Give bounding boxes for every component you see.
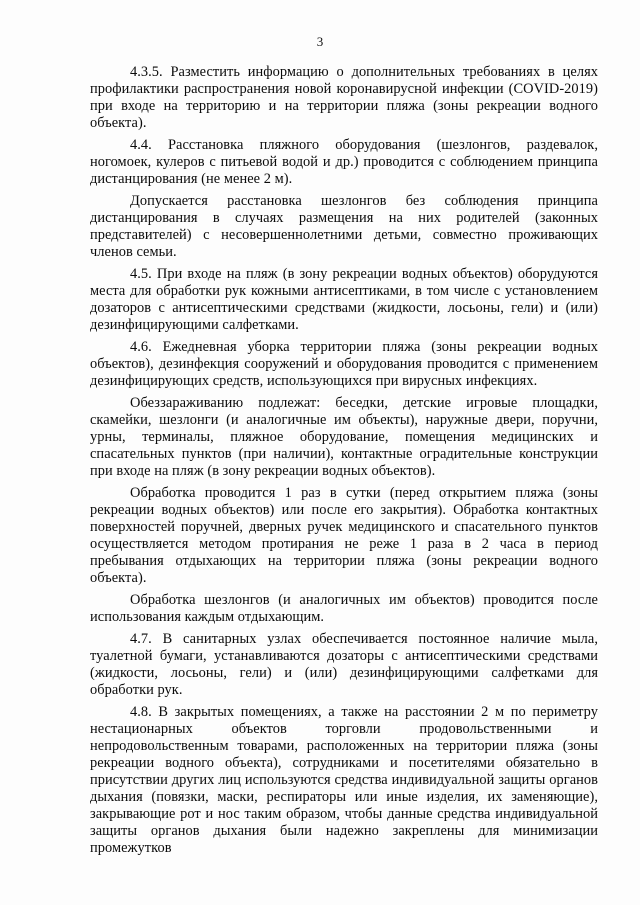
paragraph-4-5: 4.5. При входе на пляж (в зону рекреации водных объектов) оборудуются места для обработки рук кожными антисептиками, в том числе с установлением дозаторов с антисептическими средствами (жидкости, лосьоны, гели) и (или) дезинфицирующими салфетками. — [90, 266, 598, 333]
paragraph-4-4-exception: Допускается расстановка шезлонгов без соблюдения принципа дистанцирования в случаях размещения на них родителей (законных представителей) с несовершеннолетними детьми, совместно проживающих членов семьи. — [90, 193, 598, 260]
document-body — [90, 64, 598, 857]
paragraph-4-4: 4.4. Расстановка пляжного оборудования (шезлонгов, раздевалок, ногомоек, кулеров с питьевой водой и др.) проводится с соблюдением принципа дистанцирования (не менее 2 м). — [90, 137, 598, 187]
paragraph-4-6-disinfection-list: Обеззараживанию подлежат: беседки, детские игровые площадки, скамейки, шезлонги (и аналогичные им объекты), наружные двери, поручни, урны, терминалы, пляжное оборудование, помещения медицинских и спасательных пунктов (при наличии), контактные оградительные конструкции при входе на пляж (в зону рекреации водных объектов). — [90, 395, 598, 479]
paragraph-4-6-treatment-schedule: Обработка проводится 1 раз в сутки (перед открытием пляжа (зоны рекреации водных объектов) или после его закрытия). Обработка контактных поверхностей поручней, дверных ручек медицинского и спасательного пунктов осуществляется методом протирания не реже 1 раза в 2 часа в период пребывания отдыхающих на территории пляжа (зоны рекреации водного объекта). — [90, 485, 598, 586]
paragraph-4-3-5: 4.3.5. Разместить информацию о дополнительных требованиях в целях профилактики распространения новой коронавирусной инфекции (COVID-2019) при входе на территорию и на территории пляжа (зоны рекреации водного объекта). — [90, 64, 598, 131]
page-number: 3 — [316, 34, 324, 49]
paragraph-4-6-sunbed-treatment: Обработка шезлонгов (и аналогичных им объектов) проводится после использования каждым отдыхающим. — [90, 592, 598, 625]
paragraph-4-7: 4.7. В санитарных узлах обеспечивается постоянное наличие мыла, туалетной бумаги, устанавливаются дозаторы с антисептическими средствами (жидкости, лосьоны, гели) и (или) дезинфицирующими салфетками для обработки рук. — [90, 631, 598, 698]
paragraph-4-6: 4.6. Ежедневная уборка территории пляжа (зоны рекреации водных объектов), дезинфекция сооружений и оборудования проводится с применением дезинфицирующих средств, использующихся при вирусных инфекциях. — [90, 339, 598, 389]
paragraph-4-8: 4.8. В закрытых помещениях, а также на расстоянии 2 м по периметру нестационарных объектов торговли продовольственными и непродовольственным товарами, расположенных на территории пляжа (зоны рекреации водного объекта), сотрудниками и посетителями обязательно в присутствии других лиц используются средства индивидуальной защиты органов дыхания (повязки, маски, респираторы или иные изделия, их заменяющие), закрывающие рот и нос таким образом, чтобы данные средства индивидуальной защиты органов дыхания были надежно закреплены для минимизации промежутков — [90, 704, 598, 856]
